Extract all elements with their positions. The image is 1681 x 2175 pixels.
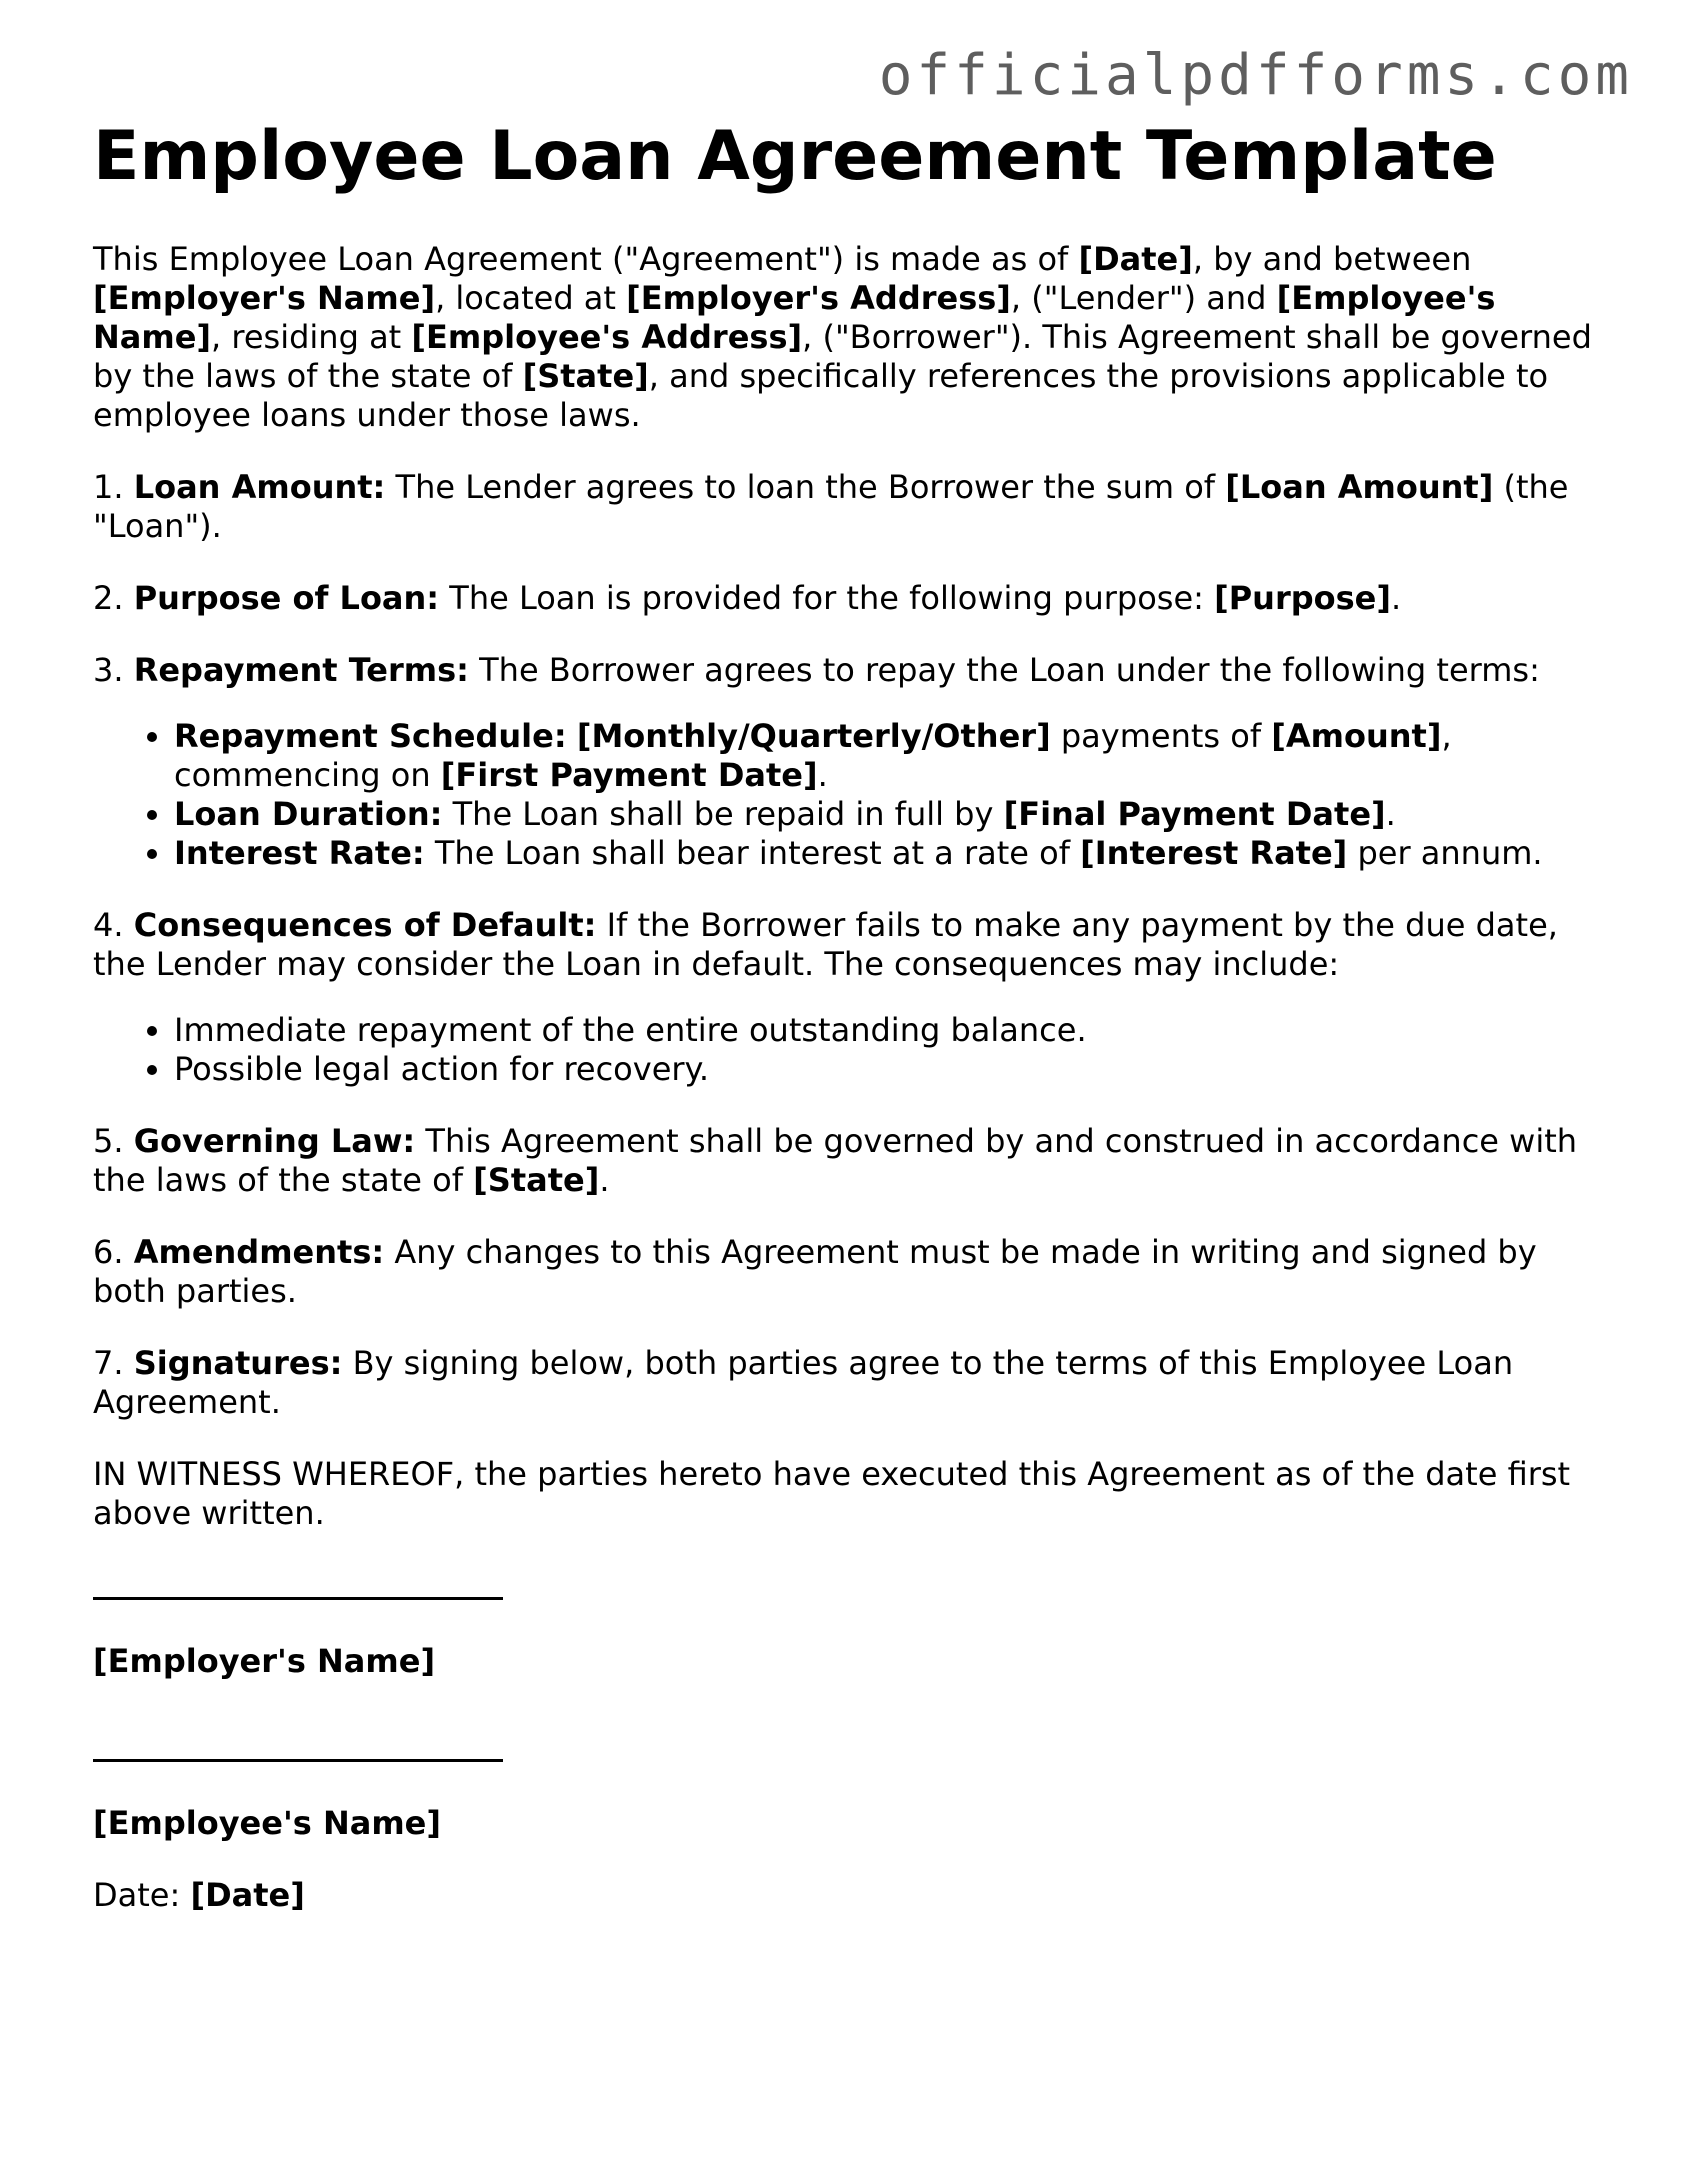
intro-paragraph: This Employee Loan Agreement ("Agreement") is made as of [Date], by and between [Employer's Name], located at [Employer's Address], ("Lender") and [Employee's Name], residing at [Employee's Address], ("Borrower"). This Agreement shall be governed by the laws of the state of [State], and specifically references the provisions applicable to employee loans under those laws. [93, 240, 1592, 435]
employer-name-placeholder: [Employer's Name] [93, 279, 436, 318]
amount-placeholder: [Amount] [1271, 717, 1442, 756]
employee-name-label: [Employee's Name] [93, 1804, 441, 1843]
section-amendments: 6. Amendments: Any changes to this Agreement must be made in writing and signed by both parties. [93, 1233, 1537, 1311]
section-repayment-terms: 3. Repayment Terms: The Borrower agrees to repay the Loan under the following terms: [93, 651, 1540, 690]
employee-address-placeholder: [Employee's Address] [411, 318, 803, 357]
section-heading: Amendments: [133, 1233, 385, 1272]
final-payment-date-placeholder: [Final Payment Date] [1003, 795, 1386, 834]
section-heading: Purpose of Loan: [133, 579, 440, 618]
section-governing-law: 5. Governing Law: This Agreement shall be governed by and construed in accordance with the laws of the state of [State]. [93, 1122, 1578, 1200]
witness-statement: IN WITNESS WHEREOF, the parties hereto have executed this Agreement as of the date first above written. [93, 1455, 1571, 1533]
first-payment-date-placeholder: [First Payment Date] [440, 756, 818, 795]
section-purpose: 2. Purpose of Loan: The Loan is provided for the following purpose: [Purpose]. [93, 579, 1402, 618]
frequency-placeholder: [Monthly/Quarterly/Other] [576, 717, 1051, 756]
state-placeholder: [State] [522, 357, 649, 396]
default-consequences-list [93, 1011, 1593, 1089]
section-signatures: 7. Signatures: By signing below, both parties agree to the terms of this Employee Loan Agreement. [93, 1344, 1514, 1422]
watermark: officialpdfforms.com [878, 43, 1633, 108]
section-heading: Repayment Terms: [133, 651, 469, 690]
section-heading: Signatures: [133, 1344, 343, 1383]
employer-address-placeholder: [Employer's Address] [626, 279, 1011, 318]
date-placeholder: [Date] [1078, 240, 1193, 279]
page-title: Employee Loan Agreement Template [93, 117, 1497, 196]
section-heading: Governing Law: [133, 1122, 416, 1161]
employee-name-placeholder: [Employee's Name] [93, 279, 1496, 357]
repayment-terms-list [93, 717, 1593, 873]
section-loan-amount: 1. Loan Amount: The Lender agrees to loan the Borrower the sum of [Loan Amount] (the "Loan"). [93, 468, 1569, 546]
purpose-placeholder: [Purpose] [1214, 579, 1391, 618]
loan-amount-placeholder: [Loan Amount] [1225, 468, 1494, 507]
section-heading: Loan Amount: [133, 468, 386, 507]
list-item: • Interest Rate: The Loan shall bear interest at a rate of [Interest Rate] per annum. [174, 834, 1593, 873]
state-placeholder: [State] [473, 1161, 600, 1200]
employer-name-label: [Employer's Name] [93, 1642, 436, 1681]
list-item: • Repayment Schedule: [Monthly/Quarterly/Other] payments of [Amount], commencing on [First Payment Date]. [174, 717, 1593, 795]
employer-signature-line[interactable] [93, 1597, 503, 1600]
employee-signature-line[interactable] [93, 1759, 503, 1762]
list-item: • Possible legal action for recovery. [174, 1050, 1593, 1089]
document-body [93, 118, 1593, 1948]
section-heading: Consequences of Default: [133, 906, 597, 945]
section-default: 4. Consequences of Default: If the Borrower fails to make any payment by the due date, the Lender may consider the Loan in default. The consequences may include: [93, 906, 1558, 984]
list-item: • Loan Duration: The Loan shall be repaid in full by [Final Payment Date]. [174, 795, 1593, 834]
interest-rate-placeholder: [Interest Rate] [1080, 834, 1348, 873]
signature-date: Date: [Date] [93, 1876, 305, 1915]
date-placeholder: [Date] [190, 1876, 305, 1915]
list-item: • Immediate repayment of the entire outstanding balance. [174, 1011, 1593, 1050]
